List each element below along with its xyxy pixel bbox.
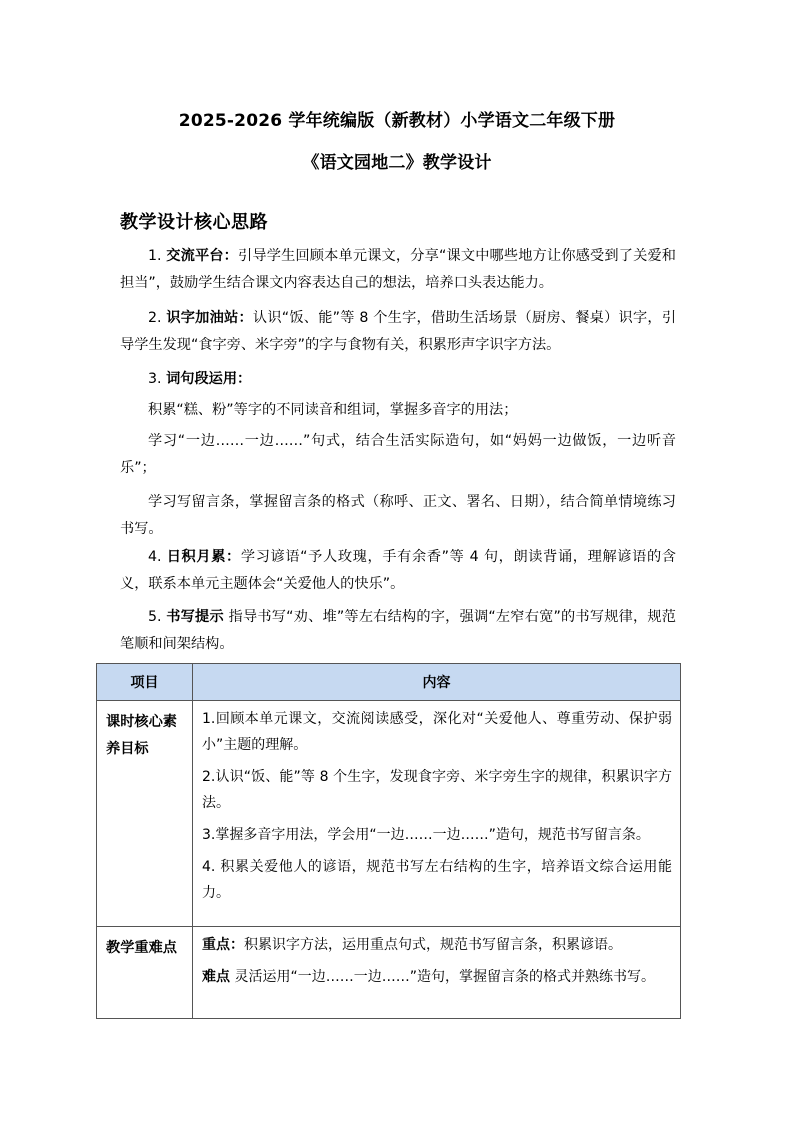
idea-subitem-polyphone: [120, 397, 676, 424]
item-number: 1.: [148, 248, 162, 264]
section-heading: 教学设计核心思路: [120, 212, 268, 233]
item-label: 交流平台：: [166, 248, 239, 264]
item-number: 3.: [148, 371, 162, 387]
difficult-point: [202, 964, 672, 990]
item-text: 引导学生回顾本单元课文，分享“课文中哪些地方让你感受到了关爱和担当”，鼓励学生结合课文内容表达自己的想法，培养口头表达能力。: [120, 248, 676, 291]
header-content: 内容: [193, 664, 681, 701]
document-subtitle: 《语文园地二》教学设计: [302, 153, 492, 173]
item-number: 4.: [148, 549, 162, 565]
goal-3: 3.掌握多音字用法，学会用“一边……一边……”造句，规范书写留言条。: [202, 827, 650, 843]
row-content: [193, 701, 681, 927]
header-item: 项目: [97, 664, 193, 701]
key-point: [202, 932, 672, 958]
document-title: 2025-2026 学年统编版（新教材）小学语文二年级下册: [178, 111, 616, 131]
row-content: [193, 927, 681, 1019]
difficult-point-label: 难点: [202, 969, 230, 985]
item-text: 认识“饭、能”等 8 个生字，借助生活场景（厨房、餐桌）识字，引导学生发现“食字旁、米字旁”的字与食物有关，积累形声字识字方法。: [120, 310, 677, 353]
idea-item-2: [120, 305, 676, 359]
key-point-label: 重点：: [202, 937, 244, 953]
item-text: 积累“糕、粉”等字的不同读音和组词，掌握多音字的用法；: [148, 402, 518, 418]
table-row: [97, 927, 681, 1019]
idea-subitem-note: [120, 489, 676, 543]
goal-1: 1.回顾本单元课文，交流阅读感受，深化对“关爱他人、尊重劳动、保护弱小”主题的理解。: [202, 711, 672, 753]
teaching-plan-table: [96, 663, 681, 1019]
item-label: 日积月累：: [166, 549, 241, 565]
goal-2: 2.认识“饭、能”等 8 个生字，发现食字旁、米字旁生字的规律，积累识字方法。: [202, 769, 672, 811]
item-text: 学习写留言条，掌握留言条的格式（称呼、正文、署名、日期），结合简单情境练习书写。: [120, 494, 676, 537]
item-text: 学习谚语“予人玫瑰，手有余香”等 4 句，朗读背诵，理解谚语的含义，联系本单元主题体会“关爱他人的快乐”。: [120, 549, 676, 592]
item-label: 识字加油站：: [166, 310, 253, 326]
difficult-point-text: 灵活运用“一边……一边……”造句，掌握留言条的格式并熟练书写。: [230, 969, 655, 985]
idea-item-4: [120, 544, 676, 598]
idea-subitem-sentence: [120, 428, 676, 482]
item-text: 指导书写“劝、堆”等左右结构的字，强调“左窄右宽”的书写规律，规范笔顺和间架结构。: [120, 609, 676, 652]
idea-item-1: [120, 243, 676, 297]
table-row: [97, 701, 681, 927]
item-label: 词句段运用：: [166, 371, 252, 387]
item-number: 5.: [148, 609, 162, 625]
idea-item-5: [120, 604, 676, 658]
item-label: 书写提示: [166, 609, 224, 625]
item-number: 2.: [148, 310, 162, 326]
item-text: 学习“一边……一边……”句式，结合生活实际造句，如“妈妈一边做饭，一边听音乐”；: [120, 433, 676, 476]
row-label: 教学重难点: [97, 927, 193, 1019]
goal-4: 4. 积累关爱他人的谚语，规范书写左右结构的生字，培养语文综合运用能力。: [202, 859, 672, 901]
key-point-text: 积累识字方法，运用重点句式，规范书写留言条，积累谚语。: [244, 937, 622, 953]
idea-item-3: [120, 366, 676, 393]
table-header-row: [97, 664, 681, 701]
row-label: 课时核心素养目标: [97, 701, 193, 927]
